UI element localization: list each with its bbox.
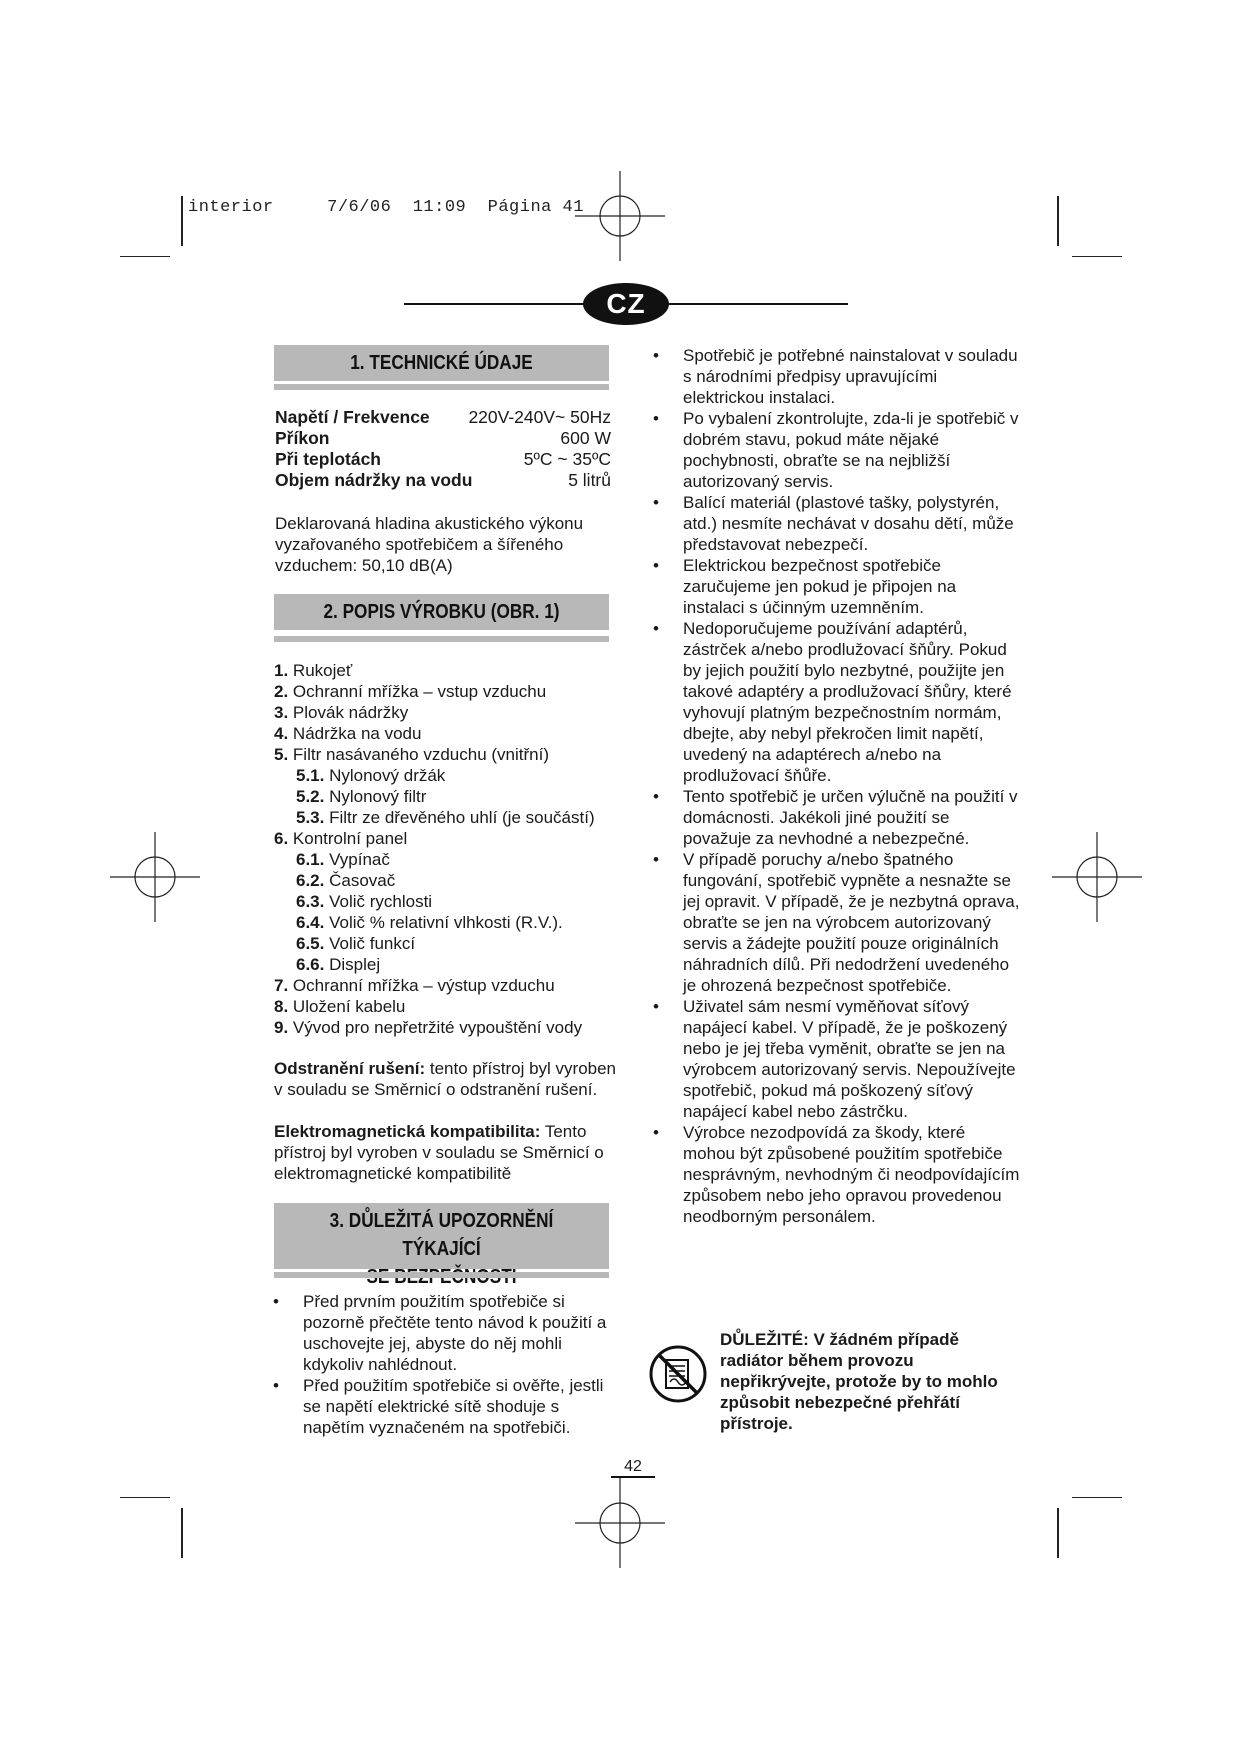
safety-list-right (650, 345, 1020, 1227)
list-item: 6.2. Časovač (296, 871, 396, 890)
section-rule (274, 1272, 609, 1278)
list-item: 2. Ochranní mřížka – vstup vzduchu (274, 682, 547, 701)
list-item: 7. Ochranní mřížka – výstup vzduchu (274, 976, 555, 995)
list-item: 6.6. Displej (296, 955, 381, 974)
crop-mark (1072, 1497, 1122, 1498)
list-item: 6. Kontrolní panel (274, 829, 408, 848)
list-item: 5.3. Filtr ze dřevěného uhlí (je součástí) (296, 808, 595, 827)
print-slug: interior 7/6/06 11:09 Página 41 (188, 198, 584, 217)
safety-list-left (270, 1291, 610, 1438)
registration-mark-icon (575, 171, 665, 261)
list-item: • Tento spotřebič je určen výlučně na použití v domácnosti. Jakékoli jiné použití se považuje za nevhodné a nebezpečné. (650, 786, 1020, 849)
list-item: • Elektrickou bezpečnost spotřebiče zaručujeme jen pokud je připojen na instalaci s účinným uzemněním. (650, 555, 1020, 618)
crop-mark (181, 1508, 183, 1558)
registration-mark-icon (110, 832, 200, 922)
important-warning: DŮLEŽITÉ: V žádném případě radiátor během provozu nepřikrývejte, protože by to mohlo způsobit nebezpečné přehřátí přístroje. (720, 1330, 998, 1433)
language-bar-right (668, 303, 848, 305)
language-bar-left (404, 303, 584, 305)
list-item: 6.4. Volič % relativní vlhkosti (R.V.). (296, 913, 563, 932)
section-heading-desc: 2. POPIS VÝROBKU (OBR. 1) (274, 594, 609, 630)
parts-list (274, 660, 619, 1038)
do-not-cover-icon (648, 1344, 708, 1404)
spec-row: Napětí / Frekvence 220V-240V~ 50Hz (275, 407, 611, 427)
page-number: 42 (611, 1458, 655, 1478)
list-item: • V případě poruchy a/nebo špatného fungování, spotřebič vypněte a nesnažte se jej opravit. V případě, že je nezbytná oprava, obraťte se jen na výrobcem autorizovaný servis a žádejte použití pouze originálních náhradních dílů. Při nedodržení uvedeného je ohrozená bezpečnost spotřebiče. (650, 849, 1020, 996)
section-rule (274, 636, 609, 642)
section-heading-safety: 3. DŮLEŽITÁ UPOZORNĚNÍ TÝKAJÍCÍ (274, 1203, 609, 1269)
list-item: • Nedoporučujeme používání adaptérů, zástrček a/nebo prodlužovací šňůry. Pokud by jejich použití bylo nezbytné, použijte jen takové adaptéry a prodlužovací šňůry, které vyhovují platným bezpečnostním normám, dbejte, aby nebyl překročen limit napětí, uvedený na adaptérech a/nebo na prodlužovací šňůře. (650, 618, 1020, 786)
list-item: 6.5. Volič funkcí (296, 934, 416, 953)
spec-row: Při teplotách 5ºC ~ 35ºC (275, 449, 611, 469)
list-item: • Výrobce nezodpovídá za škody, které mohou být způsobené použitím spotřebiče nesprávným, nevhodným či neodpovídajícím způsobem nebo jeho opravou provedenou neodborným personálem. (650, 1122, 1020, 1227)
registration-mark-icon (575, 1478, 665, 1568)
interference-note: Odstranění rušení: tento přístroj byl vyroben v souladu se Směrnicí o odstranění rušení. (274, 1059, 617, 1099)
list-item: 6.3. Volič rychlosti (296, 892, 433, 911)
list-item: 5.2. Nylonový filtr (296, 787, 427, 806)
list-item: • Před použitím spotřebiče si ověřte, jestli se napětí elektrické sítě shoduje s napětím vyznačeném na spotřebiči. (270, 1375, 610, 1438)
spec-row: Objem nádržky na vodu 5 litrů (275, 470, 611, 490)
list-item: • Po vybalení zkontrolujte, zda-li je spotřebič v dobrém stavu, pokud máte nějaké pochybnosti, obraťte se na nejbližší autorizovaný servis. (650, 408, 1020, 492)
language-badge: CZ (583, 283, 669, 325)
crop-mark (1057, 196, 1059, 246)
specs-table (275, 407, 611, 491)
section-heading-tech: 1. TECHNICKÉ ÚDAJE (274, 345, 609, 381)
crop-mark (1057, 1508, 1059, 1558)
list-item: 1. Rukojeť (274, 661, 353, 680)
list-item: 5.1. Nylonový držák (296, 766, 446, 785)
list-item: • Spotřebič je potřebné nainstalovat v souladu s národními předpisy upravujícími elektrickou instalaci. (650, 345, 1020, 408)
list-item: • Uživatel sám nesmí vyměňovat síťový napájecí kabel. V případě, že je poškozený nebo je jej třeba vyměnit, obraťte se jen na výrobcem autorizovaný servis. Nepoužívejte spotřebič, pokud má poškozený síťový napájecí kabel nebo zástrčku. (650, 996, 1020, 1122)
spec-row: Příkon 600 W (275, 428, 611, 448)
emc-note: Elektromagnetická kompatibilita: Tento přístroj byl vyroben v souladu se Směrnicí o elektromagnetické kompatibilitě (274, 1122, 604, 1183)
list-item: 3. Plovák nádržky (274, 703, 409, 722)
crop-mark (181, 196, 183, 246)
noise-note: Deklarovaná hladina akustického výkonu vyzařovaného spotřebičem a šířeného vzduchem: 50,10 dB(A) (275, 514, 584, 575)
list-item: 5. Filtr nasávaného vzduchu (vnitřní) (274, 745, 549, 764)
crop-mark (1072, 256, 1122, 257)
section-rule (274, 384, 609, 390)
list-item: • Balící materiál (plastové tašky, polystyrén, atd.) nesmíte nechávat v dosahu dětí, může představovat nebezpečí. (650, 492, 1020, 555)
crop-mark (120, 256, 170, 257)
list-item: 6.1. Vypínač (296, 850, 390, 869)
list-item: 4. Nádržka na vodu (274, 724, 422, 743)
list-item: • Před prvním použitím spotřebiče si pozorně přečtěte tento návod k použití a uschovejte jej, abyste do něj mohli kdykoliv nahlédnout. (270, 1291, 610, 1375)
registration-mark-icon (1052, 832, 1142, 922)
crop-mark (120, 1497, 170, 1498)
list-item: 8. Uložení kabelu (274, 997, 406, 1016)
list-item: 9. Vývod pro nepřetržité vypouštění vody (274, 1018, 583, 1037)
